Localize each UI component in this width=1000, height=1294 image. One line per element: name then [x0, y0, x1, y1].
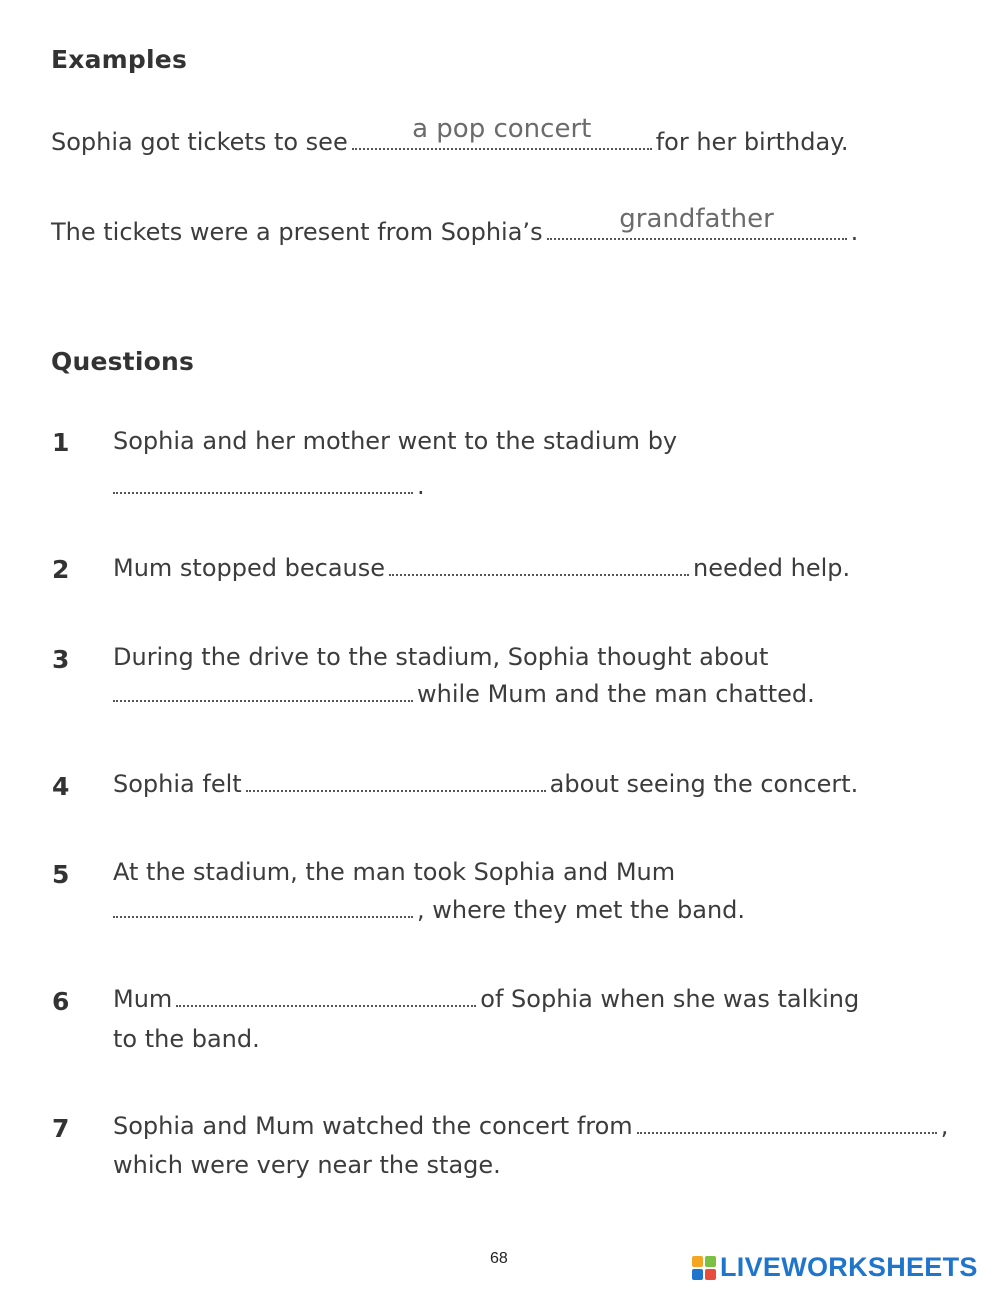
page-number: 68 [490, 1250, 508, 1267]
question-6-text-after: of Sophia when she was talking [480, 985, 860, 1013]
question-3-number: 3 [52, 645, 70, 674]
question-6-line [113, 985, 859, 1013]
question-6-blank[interactable] [176, 985, 476, 1007]
example-1 [51, 114, 849, 156]
example-2-text-after: . [850, 218, 859, 246]
question-7-text-after: , [940, 1112, 949, 1140]
question-3-text: During the drive to the stadium, Sophia thought about [113, 643, 769, 671]
question-1-blank[interactable] [113, 472, 413, 494]
example-2-answer: grandfather [619, 204, 774, 234]
question-2-blank[interactable] [389, 554, 689, 576]
liveworksheets-wordmark: LIVEWORKSHEETS [720, 1252, 978, 1282]
questions-heading: Questions [51, 347, 195, 376]
question-4-number: 4 [52, 772, 70, 801]
liveworksheets-brand [692, 1252, 978, 1283]
example-1-blank [352, 114, 652, 150]
question-3-blank[interactable] [113, 680, 413, 702]
question-5-answer-line [113, 896, 745, 924]
liveworksheets-logo-icon [692, 1256, 716, 1280]
question-4-text-after: about seeing the concert. [549, 770, 859, 798]
question-6-number: 6 [52, 987, 70, 1016]
example-1-text-after: for her birthday. [655, 128, 849, 156]
example-2-text-before: The tickets were a present from Sophia’s [51, 218, 543, 246]
question-3-text-after: while Mum and the man chatted. [417, 680, 815, 708]
question-1-number: 1 [52, 428, 70, 457]
question-7-line [113, 1112, 948, 1140]
question-6-text-line2: to the band. [113, 1025, 260, 1053]
question-5-blank[interactable] [113, 896, 413, 918]
question-1-text: Sophia and her mother went to the stadium by [113, 427, 678, 455]
question-4-blank[interactable] [246, 770, 546, 792]
question-5-number: 5 [52, 860, 70, 889]
example-2 [51, 204, 859, 246]
question-5-text: At the stadium, the man took Sophia and Mum [113, 858, 676, 886]
examples-heading: Examples [51, 45, 188, 74]
question-5-text-after: , where they met the band. [417, 896, 746, 924]
question-7-text-line2: which were very near the stage. [113, 1151, 501, 1179]
question-1-answer-line [113, 472, 425, 500]
question-2-number: 2 [52, 555, 70, 584]
question-6-text-before: Mum [113, 985, 173, 1013]
question-7-blank[interactable] [637, 1112, 937, 1134]
question-4-line [113, 770, 858, 798]
question-2-line [113, 554, 850, 582]
question-4-text-before: Sophia felt [113, 770, 242, 798]
example-1-answer: a pop concert [412, 114, 592, 144]
example-2-blank [547, 204, 847, 240]
question-2-text-before: Mum stopped because [113, 554, 386, 582]
question-1-text-after: . [417, 472, 425, 500]
question-7-number: 7 [52, 1114, 70, 1143]
question-2-text-after: needed help. [693, 554, 851, 582]
question-3-answer-line [113, 680, 815, 708]
example-1-text-before: Sophia got tickets to see [51, 128, 348, 156]
question-7-text-before: Sophia and Mum watched the concert from [113, 1112, 633, 1140]
